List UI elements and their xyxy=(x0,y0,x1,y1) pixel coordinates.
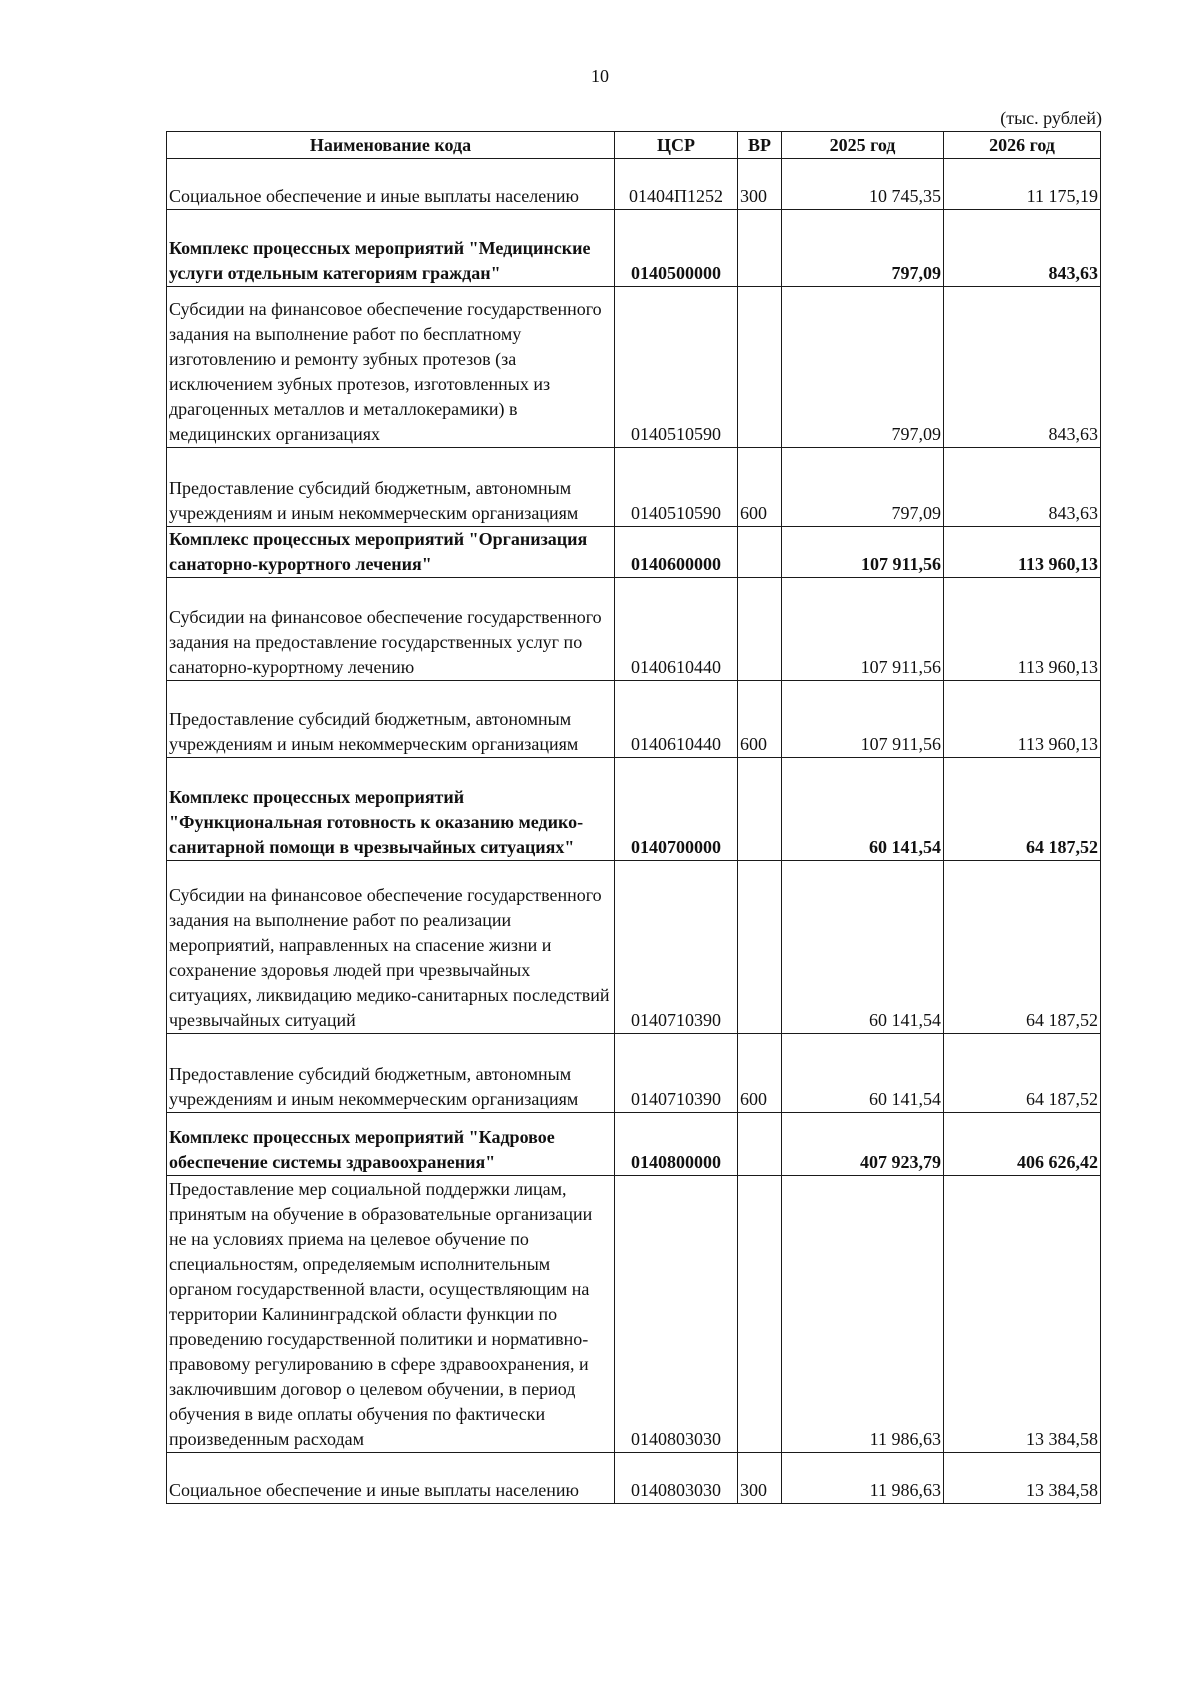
table-row xyxy=(167,1034,1101,1113)
table-row xyxy=(167,210,1101,287)
table-row xyxy=(167,287,1101,448)
cell-2025: 107 911,56 xyxy=(782,527,944,578)
cell-2026: 64 187,52 xyxy=(944,861,1101,1034)
cell-csr: 0140800000 xyxy=(615,1113,738,1176)
cell-csr: 0140803030 xyxy=(615,1176,738,1453)
cell-vr xyxy=(738,861,782,1034)
cell-2026: 406 626,42 xyxy=(944,1113,1101,1176)
table-header-row xyxy=(167,132,1101,159)
table-row xyxy=(167,159,1101,210)
cell-vr: 600 xyxy=(738,1034,782,1113)
cell-2025: 107 911,56 xyxy=(782,578,944,681)
cell-name: Предоставление мер социальной поддержки лицам, принятым на обучение в образовательные организации не на условиях приема на целевое обучение по специальностям, определяемым исполнительным органом государственной власти, осуществляющим на территории Калининградской области функции по проведению государственной политики и нормативно-правовому регулированию в сфере здравоохранения, и заключившим договор о целевом обучении, в период обучения в виде оплаты обучения по фактически произведенным расходам xyxy=(167,1176,615,1453)
cell-csr: 0140610440 xyxy=(615,578,738,681)
table-row xyxy=(167,681,1101,758)
cell-name: Социальное обеспечение и иные выплаты населению xyxy=(167,159,615,210)
cell-2025: 797,09 xyxy=(782,448,944,527)
cell-vr: 600 xyxy=(738,681,782,758)
cell-name: Комплекс процессных мероприятий "Организация санаторно-курортного лечения" xyxy=(167,527,615,578)
cell-vr: 300 xyxy=(738,159,782,210)
cell-2026: 64 187,52 xyxy=(944,758,1101,861)
cell-name: Субсидии на финансовое обеспечение государственного задания на выполнение работ по реализации мероприятий, направленных на спасение жизни и сохранение здоровья людей при чрезвычайных ситуациях, ликвидацию медико-санитарных последствий чрезвычайных ситуаций xyxy=(167,861,615,1034)
cell-2025: 11 986,63 xyxy=(782,1453,944,1504)
cell-csr: 0140710390 xyxy=(615,861,738,1034)
cell-vr: 300 xyxy=(738,1453,782,1504)
page-number: 10 xyxy=(591,66,609,86)
table-row xyxy=(167,758,1101,861)
cell-name: Комплекс процессных мероприятий "Функциональная готовность к оказанию медико-санитарной помощи в чрезвычайных ситуациях" xyxy=(167,758,615,861)
cell-name: Субсидии на финансовое обеспечение государственного задания на предоставление государственных услуг по санаторно-курортному лечению xyxy=(167,578,615,681)
cell-csr: 0140700000 xyxy=(615,758,738,861)
cell-vr xyxy=(738,527,782,578)
header-2026: 2026 год xyxy=(944,132,1101,159)
cell-name: Предоставление субсидий бюджетным, автономным учреждениям и иным некоммерческим организациям xyxy=(167,1034,615,1113)
header-2025: 2025 год xyxy=(782,132,944,159)
header-vr: ВР xyxy=(738,132,782,159)
cell-name: Предоставление субсидий бюджетным, автономным учреждениям и иным некоммерческим организациям xyxy=(167,681,615,758)
cell-2026: 64 187,52 xyxy=(944,1034,1101,1113)
cell-csr: 0140610440 xyxy=(615,681,738,758)
table-row xyxy=(167,1113,1101,1176)
cell-2026: 13 384,58 xyxy=(944,1453,1101,1504)
units-label: (тыс. рублей) xyxy=(1000,108,1102,128)
table-row xyxy=(167,1453,1101,1504)
cell-csr: 0140710390 xyxy=(615,1034,738,1113)
cell-2026: 843,63 xyxy=(944,210,1101,287)
table-body xyxy=(167,159,1101,1504)
cell-name: Комплекс процессных мероприятий "Кадровое обеспечение системы здравоохранения" xyxy=(167,1113,615,1176)
cell-csr: 0140803030 xyxy=(615,1453,738,1504)
table-row xyxy=(167,448,1101,527)
cell-vr xyxy=(738,1113,782,1176)
cell-2026: 113 960,13 xyxy=(944,681,1101,758)
cell-vr xyxy=(738,1176,782,1453)
cell-csr: 0140510590 xyxy=(615,287,738,448)
table-row xyxy=(167,578,1101,681)
cell-2026: 11 175,19 xyxy=(944,159,1101,210)
cell-2026: 113 960,13 xyxy=(944,527,1101,578)
cell-csr: 01404П1252 xyxy=(615,159,738,210)
cell-2026: 113 960,13 xyxy=(944,578,1101,681)
cell-2025: 797,09 xyxy=(782,287,944,448)
cell-2025: 60 141,54 xyxy=(782,861,944,1034)
cell-2026: 843,63 xyxy=(944,448,1101,527)
cell-name: Социальное обеспечение и иные выплаты населению xyxy=(167,1453,615,1504)
cell-vr: 600 xyxy=(738,448,782,527)
budget-table xyxy=(166,131,1101,1504)
cell-name: Предоставление субсидий бюджетным, автономным учреждениям и иным некоммерческим организациям xyxy=(167,448,615,527)
cell-vr xyxy=(738,210,782,287)
cell-vr xyxy=(738,578,782,681)
cell-2026: 13 384,58 xyxy=(944,1176,1101,1453)
cell-name: Субсидии на финансовое обеспечение государственного задания на выполнение работ по бесплатному изготовлению и ремонту зубных протезов (за исключением зубных протезов, изготовленных из драгоценных металлов и металлокерамики) в медицинских организациях xyxy=(167,287,615,448)
table-row xyxy=(167,1176,1101,1453)
header-csr: ЦСР xyxy=(615,132,738,159)
cell-2025: 60 141,54 xyxy=(782,758,944,861)
cell-csr: 0140510590 xyxy=(615,448,738,527)
cell-2025: 407 923,79 xyxy=(782,1113,944,1176)
cell-2025: 11 986,63 xyxy=(782,1176,944,1453)
cell-2026: 843,63 xyxy=(944,287,1101,448)
cell-2025: 107 911,56 xyxy=(782,681,944,758)
cell-2025: 60 141,54 xyxy=(782,1034,944,1113)
cell-csr: 0140500000 xyxy=(615,210,738,287)
cell-vr xyxy=(738,287,782,448)
table-row xyxy=(167,861,1101,1034)
cell-vr xyxy=(738,758,782,861)
cell-csr: 0140600000 xyxy=(615,527,738,578)
cell-2025: 10 745,35 xyxy=(782,159,944,210)
cell-2025: 797,09 xyxy=(782,210,944,287)
table-row xyxy=(167,527,1101,578)
header-name: Наименование кода xyxy=(167,132,615,159)
cell-name: Комплекс процессных мероприятий "Медицинские услуги отдельным категориям граждан" xyxy=(167,210,615,287)
